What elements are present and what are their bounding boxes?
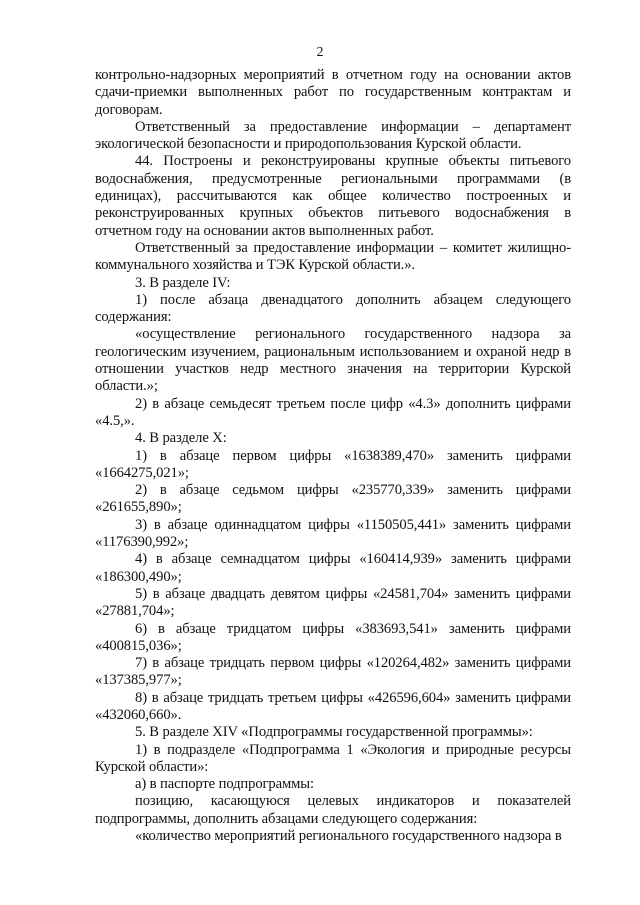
paragraph: 1) в абзаце первом цифры «1638389,470» заменить цифрами «1664275,021»; — [95, 447, 571, 481]
paragraph: Ответственный за предоставление информации – департамент экологической безопасности и природопользования Курской области. — [95, 118, 571, 153]
paragraph: 3. В разделе IV: — [135, 274, 231, 291]
document-body — [95, 67, 571, 845]
paragraph: 5) в абзаце двадцать девятом цифры «24581,704» заменить цифрами «27881,704»; — [95, 585, 571, 620]
page-number: 2 — [316, 45, 324, 60]
paragraph: «количество мероприятий регионального государственного надзора в — [135, 828, 562, 845]
paragraph: а) в паспорте подпрограммы: — [135, 776, 314, 793]
paragraph: 7) в абзаце тридцать первом цифры «120264,482» заменить цифрами «137385,977»; — [95, 655, 571, 689]
paragraph: позицию, касающуюся целевых индикаторов и показателей подпрограммы, дополнить абзацами следующего содержания: — [95, 793, 571, 827]
paragraph: 8) в абзаце тридцать третьем цифры «426596,604» заменить цифрами «432060,660». — [95, 689, 571, 723]
paragraph: Ответственный за предоставление информации – комитет жилищно-коммунального хозяйства и ТЭК Курской области.». — [95, 239, 571, 274]
paragraph: 6) в абзаце тридцатом цифры «383693,541» заменить цифрами «400815,036»; — [95, 620, 571, 654]
paragraph: 2) в абзаце семьдесят третьем после цифр «4.3» дополнить цифрами «4.5,». — [95, 395, 571, 429]
paragraph: 5. В разделе XIV «Подпрограммы государственной программы»: — [135, 724, 533, 741]
paragraph: 1) в подразделе «Подпрограмма 1 «Экология и природные ресурсы Курской области»: — [95, 741, 571, 775]
paragraph: контрольно-надзорных мероприятий в отчетном году на основании актов сдачи-приемки выполненных работ по государственным контрактам и договорам. — [95, 67, 571, 118]
paragraph: 3) в абзаце одиннадцатом цифры «1150505,441» заменить цифрами «1176390,992»; — [95, 516, 571, 551]
paragraph: 1) после абзаца двенадцатого дополнить абзацем следующего содержания: — [95, 291, 571, 326]
paragraph: 2) в абзаце седьмом цифры «235770,339» заменить цифрами «261655,890»; — [95, 482, 571, 516]
paragraph: 4) в абзаце семнадцатом цифры «160414,939» заменить цифрами «186300,490»; — [95, 551, 571, 585]
paragraph: «осуществление регионального государственного надзора за геологическим изучением, рациональным использованием и охраной недр в отношении участков недр местного значения на территории Курской области.»; — [95, 326, 571, 395]
paragraph: 4. В разделе X: — [135, 430, 227, 447]
paragraph: 44. Построены и реконструированы крупные объекты питьевого водоснабжения, предусмотренные региональными программами (в единицах), рассчитываются как общее количество построенных и реконструированных крупных объектов питьевого водоснабжения в отчетном году на основании актов выполненных работ. — [95, 153, 571, 239]
